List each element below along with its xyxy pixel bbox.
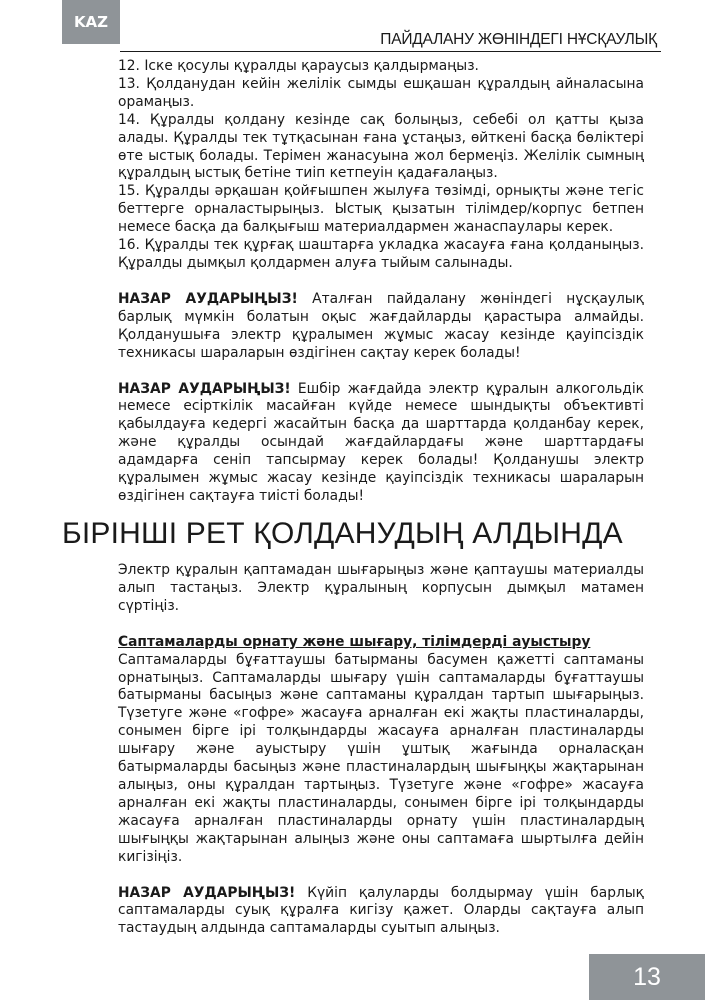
language-code: KAZ [73, 13, 109, 31]
warning-paragraph-3 [118, 885, 644, 939]
warning-text: Күйіп қалуларды болдырмау үшін барлық саптамаларды суық құралға кигізу қажет. Оларды сақтауға алып тастаудың алдында саптамаларды суытып алыңыз. [118, 884, 645, 937]
page-number: 13 [633, 962, 661, 991]
warning-label: НАЗАР АУДАРЫҢЫЗ! [118, 884, 296, 901]
safety-item-12: 12. Іске қосулы құралды қараусыз қалдырмаңыз. [118, 58, 479, 74]
header-divider [120, 51, 661, 52]
section-intro: Электр құралын қаптамадан шығарыңыз және қаптаушы материалды алып тастаңыз. Электр құралының корпусын дымқыл матамен сүртіңіз. [118, 562, 644, 614]
safety-item-13: 13. Қолданудан кейін желілік сымды ешқашан құралдың айналасына орамаңыз. [118, 75, 644, 110]
safety-item-14: 14. Құралды қолдану кезінде сақ болыңыз, себебі ол қатты қыза алады. Құралды тек тұтқасынан ғана ұстаңыз, өйткені басқа бөліктері өте ыстық болады. Терімен жанасуына жол бермеңіз. Желілік сымның құралдың ыстық бетіне тиіп кетпеуін қадағалаңыз. [118, 111, 644, 182]
spacer [118, 273, 644, 291]
page-number-box [589, 954, 705, 1000]
warning-label: НАЗАР АУДАРЫҢЫЗ! [118, 380, 291, 397]
spacer [118, 363, 644, 381]
safety-item-15: 15. Құралды әрқашан қойғышпен жылуға төзімді, орнықты және тегіс беттерге орналастырыңыз. Ыстық қызатын тілімдер/корпус бетпен немесе басқа да балқығыш материалдармен жанаспаулары керек. [118, 183, 644, 236]
section-body: Саптамаларды бұғаттаушы батырманы басумен қажетті саптаманы орнатыңыз. Саптамаларды шығару үшін саптамаларды бұғаттаушы батырманы басыңыз және саптаманы құралдан тартып шығарыңыз. Түзетуге және «гофре» жасауға арналған екі жақты пластиналарды, сонымен бірге ірі толқындарды жасауға арналған пластиналарды шығару және ауыстыру үшін ұштық жағында орналасқан батырмаларды басыңыз және пластиналардың шығыңқы жақтарынан алыңыз, оны құралдан тартыңыз. Түзетуге және «гофре» жасауға арналған екі жақты пластиналарды, сонымен бірге ірі толқындарды жасауға арналған пластиналарды орнату үшін пластиналардың шығыңқы жақтарынан алыңыз және оны саптамаға шыртылға дейін кигізіңіз. [118, 651, 644, 865]
first-use-section [118, 562, 644, 938]
safety-instructions [118, 58, 644, 506]
spacer [118, 867, 644, 885]
warning-text: Аталған пайдалану жөніндегі нұсқаулық барлық мүмкін болатын оқыс жағдайларды қарастыра алмайды. Қолданушыға электр құралымен жұмыс жасау кезінде қауіпсіздік техникасы шараларын өздігінен сақтау керек болады! [118, 290, 644, 361]
header-title: ПАЙДАЛАНУ ЖӨНІНДЕГІ НҰСҚАУЛЫҚ [380, 31, 657, 48]
warning-paragraph-1 [118, 291, 644, 363]
warning-paragraph-2 [118, 381, 644, 506]
spacer [118, 616, 644, 634]
warning-label: НАЗАР АУДАРЫҢЫЗ! [118, 290, 298, 307]
section-title: БІРІНШІ РЕТ ҚОЛДАНУДЫҢ АЛДЫНДА [62, 517, 623, 550]
safety-item-16: 16. Құралды тек құрғақ шаштарға укладка жасауға ғана қолданыңыз. Құралды дымқыл қолдармен алуға тыйым салынады. [118, 237, 644, 271]
warning-text: Ешбір жағдайда электр құралын алкогольдік немесе есірткілік масайған күйде немесе шындықты объективті қабылдауға кедергі жасайтын басқа да шарттарда қолданбау керек, және құралды осындай жағдайлардағы және шарттардағы адамдарға сеніп тапсырмау керек болады! Қолданушы электр құралымен жұмыс жасау кезінде қауіпсіздік техникасы шараларын өздігінен сақтауға тиісті болады! [118, 380, 645, 504]
language-tab [62, 0, 120, 44]
subheading: Саптамаларды орнату және шығару, тілімдерді ауыстыру [118, 633, 591, 650]
